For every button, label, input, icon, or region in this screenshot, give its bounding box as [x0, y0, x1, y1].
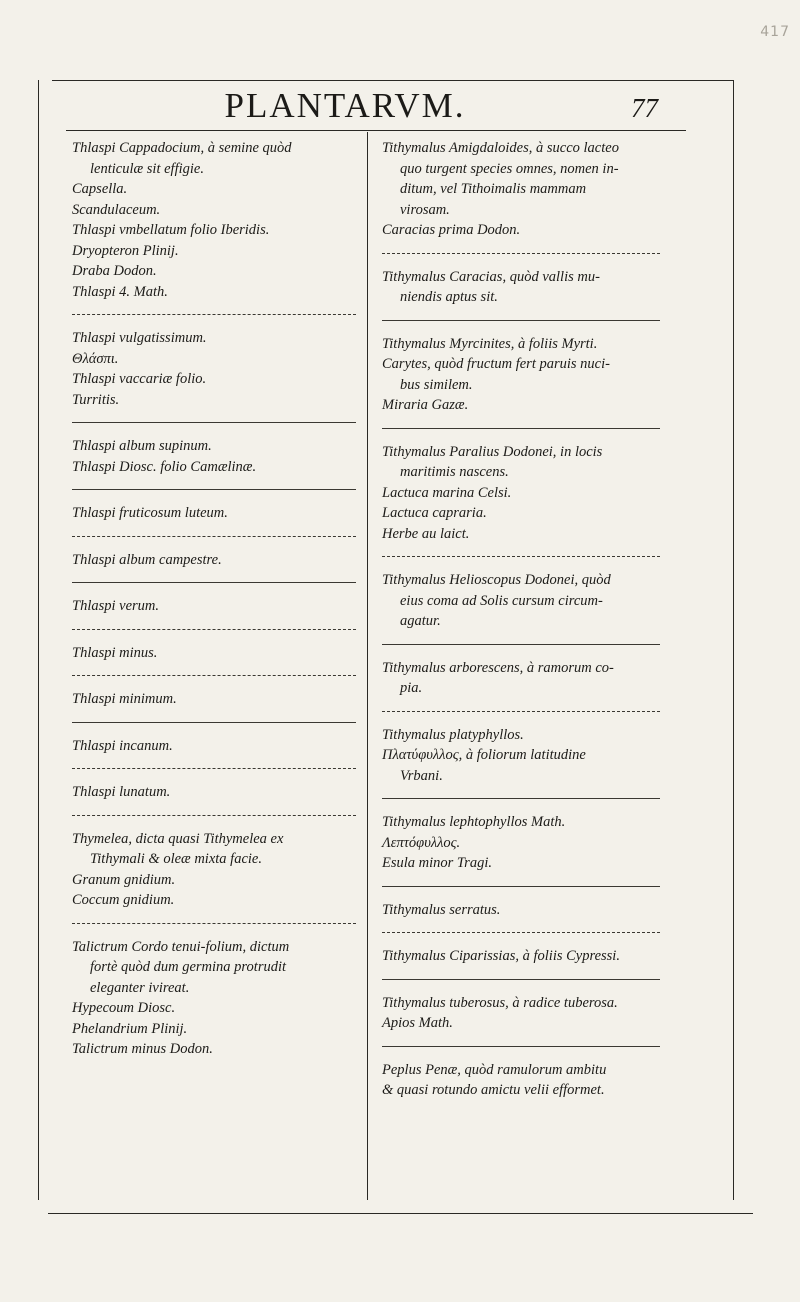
section-separator	[72, 314, 356, 315]
entry-block	[72, 592, 356, 622]
entry-line: Carytes, quòd fructum fert paruis nuci-	[382, 356, 610, 372]
entry-line: quo turgent species omnes, nomen in-	[400, 160, 619, 177]
entry-block	[72, 499, 356, 529]
entry-line: Tithymalus Paralius Dodonei, in locis	[382, 443, 603, 460]
entry-line: eius coma ad Solis cursum circum-	[400, 592, 603, 609]
entry-block	[72, 778, 356, 808]
entry-line: Tithymali & oleæ mixta facie.	[90, 851, 262, 867]
entry-line: agatur.	[400, 613, 441, 629]
entry-line: Coccum gnidium.	[72, 892, 175, 908]
entry-block	[72, 825, 356, 916]
entry-line: Dryopteron Plinij.	[72, 242, 179, 259]
entry-block	[382, 438, 660, 550]
entry-block	[382, 1056, 660, 1106]
entry-line: & quasi rotundo amictu velii efformet.	[382, 1082, 605, 1098]
entry-line: Talictrum minus Dodon.	[72, 1041, 213, 1057]
section-separator	[382, 320, 660, 321]
entry-line: lenticulæ sit effigie.	[90, 160, 204, 177]
entry-line: Θλάσπι.	[72, 350, 119, 367]
entry-block	[382, 654, 660, 704]
entry-line: eleganter ivireat.	[90, 979, 190, 996]
entry-line: Hypecoum Diosc.	[72, 1000, 176, 1016]
section-separator	[72, 675, 356, 676]
entry-line: maritimis nascens.	[400, 464, 509, 480]
entry-line: Thlaspi fruticosum luteum.	[72, 505, 228, 521]
section-separator	[72, 582, 356, 583]
entry-line: Tithymalus platyphyllos.	[382, 726, 524, 743]
entry-line: Tithymalus lephtophyllos Math.	[382, 814, 566, 830]
entry-line: Phelandrium Plinij.	[72, 1020, 188, 1037]
section-separator	[382, 1046, 660, 1047]
entry-line: Apios Math.	[382, 1015, 453, 1031]
section-separator	[72, 422, 356, 423]
entry-line: Talictrum Cordo tenui-folium, dictum	[72, 938, 290, 955]
entry-line: Thymelea, dicta quasi Tithymelea ex	[72, 830, 284, 847]
entry-line: Turritis.	[72, 391, 120, 408]
entry-line: ditum, vel Tithoimalis mammam	[400, 181, 587, 197]
section-separator	[382, 428, 660, 429]
right-column	[382, 134, 660, 1106]
section-separator	[72, 536, 356, 537]
entry-line: Thlaspi vulgatissimum.	[72, 330, 207, 346]
entry-block	[72, 324, 356, 415]
entry-line: Thlaspi vaccariæ folio.	[72, 371, 207, 387]
section-separator	[382, 979, 660, 980]
entry-line: Thlaspi album campestre.	[72, 551, 222, 568]
entry-line: Tithymalus arborescens, à ramorum co-	[382, 659, 614, 676]
entry-line: Tithymalus Caracias, quòd vallis mu-	[382, 268, 600, 285]
entry-block	[382, 896, 660, 926]
section-separator	[72, 722, 356, 723]
entry-line: Πλατύφυλλος, à foliorum latitudine	[382, 747, 586, 763]
section-separator	[382, 253, 660, 254]
entry-line: Granum gnidium.	[72, 871, 176, 888]
entry-block	[72, 685, 356, 715]
entry-line: Thlaspi 4. Math.	[72, 283, 168, 300]
page-number: 77	[631, 93, 658, 123]
section-separator	[382, 932, 660, 933]
entry-block	[382, 263, 660, 313]
entry-line: Scandulaceum.	[72, 201, 161, 218]
section-separator	[72, 923, 356, 924]
entry-line: Thlaspi incanum.	[72, 737, 173, 754]
entry-line: Tithymalus Helioscopus Dodonei, quòd	[382, 572, 611, 588]
entry-line: Peplus Penæ, quòd ramulorum ambitu	[382, 1061, 607, 1078]
entry-block	[382, 942, 660, 972]
entry-line: niendis aptus sit.	[400, 289, 498, 305]
section-separator	[72, 489, 356, 490]
entry-line: Draba Dodon.	[72, 263, 157, 279]
section-separator	[72, 629, 356, 630]
section-separator	[382, 556, 660, 557]
entry-line: Capsella.	[72, 181, 128, 197]
header-rule	[66, 130, 686, 131]
entry-block	[72, 432, 356, 482]
entry-line: Λεπτόφυλλος.	[382, 834, 461, 851]
entry-line: fortè quòd dum germina protrudit	[90, 959, 287, 975]
entry-line: bus similem.	[400, 376, 473, 393]
entry-line: Thlaspi album supinum.	[72, 438, 212, 454]
entry-line: Vrbani.	[400, 767, 443, 784]
section-separator	[382, 798, 660, 799]
entry-line: virosam.	[400, 201, 450, 218]
entry-line: Tithymalus serratus.	[382, 901, 501, 918]
entry-line: Thlaspi vmbellatum folio Iberidis.	[72, 222, 270, 238]
entry-line: Lactuca capraria.	[382, 505, 487, 521]
pencil-folio-note: 417	[760, 24, 790, 40]
entry-line: Thlaspi verum.	[72, 598, 159, 614]
entry-line: Thlaspi Diosc. folio Camælinæ.	[72, 458, 257, 475]
entry-line: Tithymalus tuberosus, à radice tuberosa.	[382, 994, 618, 1011]
entry-line: Miraria Gazæ.	[382, 397, 469, 413]
entry-block	[72, 933, 356, 1065]
entry-line: pia.	[400, 680, 423, 696]
entry-line: Herbe au laict.	[382, 525, 470, 542]
entry-block	[382, 566, 660, 637]
entry-line: Lactuca marina Celsi.	[382, 484, 512, 501]
entry-line: Thlaspi minus.	[72, 644, 158, 661]
left-column	[72, 134, 356, 1065]
top-rule	[52, 80, 734, 81]
section-separator	[382, 644, 660, 645]
entry-line: Caracias prima Dodon.	[382, 222, 521, 238]
entry-line: Thlaspi lunatum.	[72, 784, 171, 800]
entry-block	[72, 134, 356, 307]
entry-line: Tithymalus Ciparissias, à foliis Cypressi.	[382, 948, 620, 964]
entry-line: Esula minor Tragi.	[382, 855, 492, 871]
entry-block	[72, 732, 356, 762]
entry-line: Tithymalus Myrcinites, à foliis Myrti.	[382, 335, 598, 352]
entry-line: Thlaspi minimum.	[72, 691, 177, 707]
entry-block	[382, 330, 660, 421]
bottom-rule	[48, 1213, 753, 1214]
entry-block	[72, 639, 356, 669]
entry-line: Thlaspi Cappadocium, à semine quòd	[72, 140, 292, 156]
section-separator	[72, 768, 356, 769]
running-title: PLANTARVM.	[224, 86, 466, 125]
column-divider	[367, 132, 368, 1200]
entry-line: Tithymalus Amigdaloides, à succo lacteo	[382, 140, 619, 156]
entry-block	[72, 546, 356, 576]
entry-block	[382, 808, 660, 879]
entry-block	[382, 134, 660, 246]
section-separator	[382, 711, 660, 712]
section-separator	[72, 815, 356, 816]
entry-block	[382, 989, 660, 1039]
entry-block	[382, 721, 660, 792]
section-separator	[382, 886, 660, 887]
